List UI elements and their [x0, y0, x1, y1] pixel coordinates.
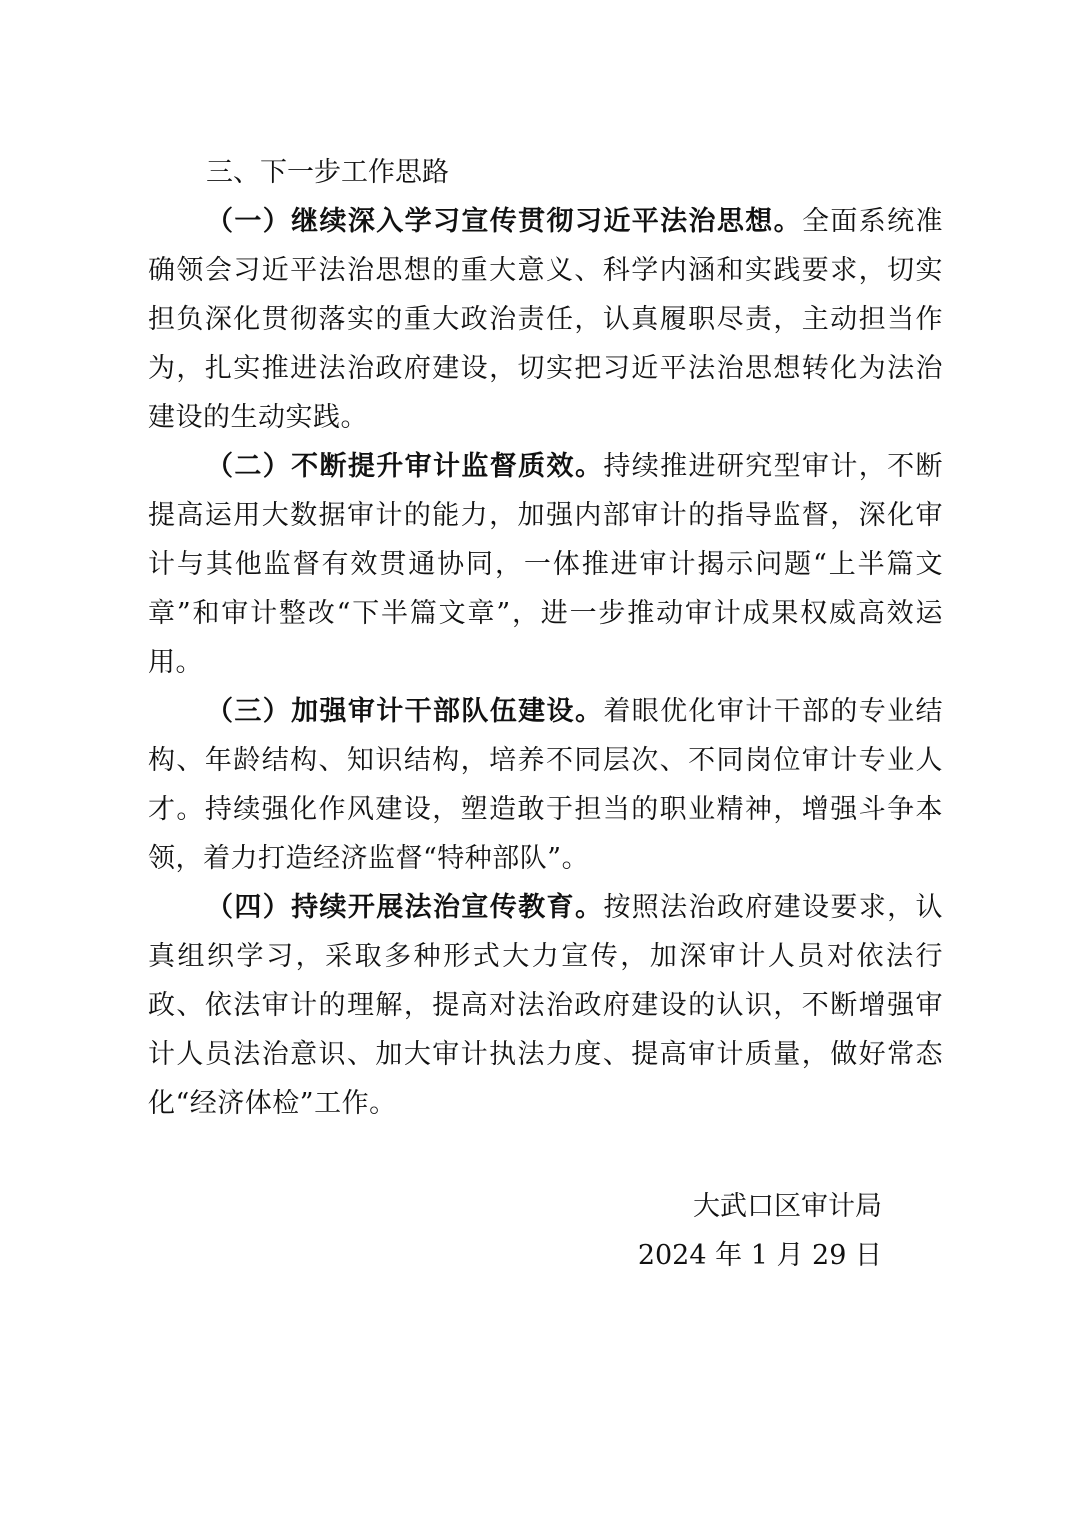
paragraph-lead: （二）不断提升审计监督质效。 — [206, 451, 604, 482]
paragraph-text: 持续推进研究型审计，不断提高运用大数据审计的能力，加强内部审计的指导监督，深化审计与其他监督有效贯通协同，一体推进审计揭示问题“上半篇文章”和审计整改“下半篇文章”，进一步推动审计成果权威高效运用。 — [148, 451, 944, 678]
paragraph-item-4 — [148, 883, 943, 1128]
signature-block — [638, 1182, 882, 1280]
paragraph-lead: （四）持续开展法治宣传教育。 — [206, 892, 604, 923]
document-body — [148, 148, 943, 1128]
paragraph-text: 按照法治政府建设要求，认真组织学习，采取多种形式大力宣传，加深审计人员对依法行政、依法审计的理解，提高对法治政府建设的认识，不断增强审计人员法治意识、加大审计执法力度、提高审计质量，做好常态化“经济体检”工作。 — [148, 892, 944, 1119]
paragraph-item-2 — [148, 442, 943, 687]
paragraph-item-3 — [148, 687, 943, 883]
section-heading: 三、下一步工作思路 — [206, 157, 449, 188]
paragraph-text: 全面系统准确领会习近平法治思想的重大意义、科学内涵和实践要求，切实担负深化贯彻落实的重大政治责任，认真履职尽责，主动担当作为，扎实推进法治政府建设，切实把习近平法治思想转化为法治建设的生动实践。 — [148, 206, 944, 433]
paragraph-lead: （一）继续深入学习宣传贯彻习近平法治思想。 — [206, 206, 802, 237]
signature-date: 2024 年 1 月 29 日 — [637, 1240, 882, 1271]
signature-organization: 大武口区审计局 — [693, 1191, 882, 1222]
paragraph-lead: （三）加强审计干部队伍建设。 — [206, 696, 604, 727]
paragraph-text: 着眼优化审计干部的专业结构、年龄结构、知识结构，培养不同层次、不同岗位审计专业人才。持续强化作风建设，塑造敢于担当的职业精神，增强斗争本领，着力打造经济监督“特种部队”。 — [148, 696, 944, 874]
paragraph-item-1 — [148, 197, 943, 442]
